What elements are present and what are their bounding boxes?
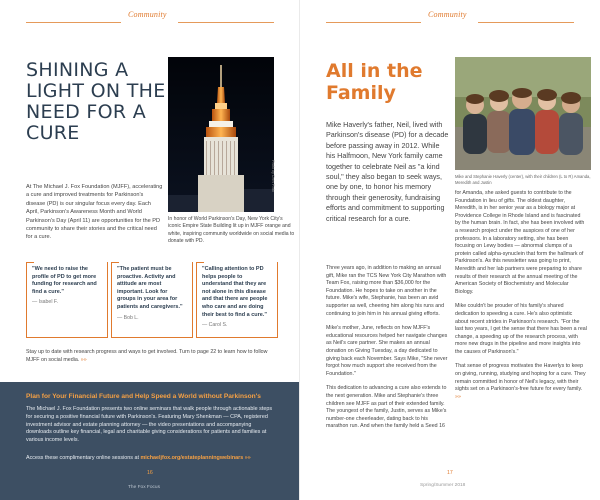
social-media-cta xyxy=(26,349,282,364)
footer-issue: Spring/Summer 2018 xyxy=(420,483,466,488)
more-arrow-icon[interactable]: »» xyxy=(244,455,251,461)
article-column-1 xyxy=(326,265,450,438)
paragraph: Mike couldn't be prouder of his family's shared dedication to speeding a cure. He's also optimistic about recent strides in Parkinson's research. "For the last two years, I get the sense that there has been a real change, a speeding up of the research process, with more new drugs in the pipeline and more insights into the causes of Parkinson's." xyxy=(455,303,587,355)
section-label: Community xyxy=(428,10,467,19)
article-title: SHINING A LIGHT ON THE NEED FOR A CURE xyxy=(26,59,166,144)
empire-state-building-photo xyxy=(168,57,274,212)
article-lead: Mike Haverly's father, Neil, lived with Parkinson's disease (PD) for a decade before passing away in 2012. While his Halfmoon, New York family came together to celebrate Neil as "a kind soul," they also began to seek ways, one by one, to honor his memory through their generosity, fundraising efforts and commitment to supporting critical research for a cure. xyxy=(326,120,449,223)
empire-state-building-illustration xyxy=(168,57,274,212)
photo-caption: In honor of World Parkinson's Day, New York City's iconic Empire State Building lit up in MJFF orange and white, inspiring community worldwide on social media to donate with PD. xyxy=(168,216,295,245)
quote-attribution: — Isabel F. xyxy=(32,299,58,306)
family-photo-illustration xyxy=(455,57,591,170)
paragraph xyxy=(455,363,587,401)
quote-text: "Calling attention to PD helps people to understand that they are not alone in this disease and that there are people who care and are doing their best to find a cure." xyxy=(202,266,268,318)
webinar-title: Plan for Your Financial Future and Help Speed a World without Parkinson's xyxy=(26,393,261,400)
webinar-link[interactable]: michaeljfox.org/estateplanningwebinars xyxy=(140,455,244,461)
cta-text: Stay up to date with research progress and ways to get involved. Turn to page 22 to learn how to follow MJFF on social media. xyxy=(26,349,268,363)
paragraph: Mike's mother, June, reflects on how MJFF's educational resources helped her navigate changes as Neil's care partner. She makes an annual donation on Giving Tuesday, a day dedicated to giving back each November. Says Mike, "She never forgot how much support she received from the Foundation." xyxy=(326,325,448,377)
family-photo xyxy=(455,57,591,170)
page-number: 16 xyxy=(147,470,153,476)
section-label: Community xyxy=(128,10,167,19)
webinar-access-prefix: Access these complimentary online sessions at xyxy=(26,455,139,461)
quote-attribution: — Bob L. xyxy=(117,314,139,321)
article-column-2 xyxy=(455,190,587,408)
quote-text: "We need to raise the profile of PD to get more funding for research and find a cure." xyxy=(32,266,97,295)
webinar-access xyxy=(26,455,286,461)
webinar-panel xyxy=(0,382,300,500)
section-rule-left xyxy=(26,22,121,23)
article-intro: At The Michael J. Fox Foundation (MJFF), accelerating a cure and improved treatments for Parkinson's disease (PD) is our singular focus every day. Each April, Parkinson's Awareness Month and World Parkinson's Day (April 11) are opportunities for the PD community to share their stories and the critical need for a cure. xyxy=(26,184,163,241)
paragraph-text: That sense of progress motivates the Haverlys to keep on giving, running, studying and hoping for a cure. They remain committed in honor of Neil's legacy, with their sights set on a Parkinson's-free future for every family. xyxy=(455,363,586,393)
right-page xyxy=(300,0,600,500)
family-photo-caption: Mike and Stephanie Haverly (center), with their children (L to R) Amanda, Meredith and Justin xyxy=(455,174,591,185)
quote-row xyxy=(26,262,278,338)
paragraph: This dedication to advancing a cure also extends to the next generation. Mike and Stephanie's three children see MJFF as part of their extended family. The youngest of the family, Justin, serves as Mike's number-one cheerleader, dating back to his marathon run. And when the family held a Seed 16 xyxy=(326,385,447,430)
paragraph: Three years ago, in addition to making an annual gift, Mike ran the TCS New York City Marathon with Team Fox, raising more than $36,000 for the Foundation. He hopes to take on another in the future. Mike's wife, Stephanie, has been an avid supporter as well, cheering him along his runs and continuing to join him in his annual giving efforts. xyxy=(326,265,447,317)
section-rule-right xyxy=(478,22,574,23)
more-arrow-icon[interactable]: »» xyxy=(80,356,87,363)
section-rule-left xyxy=(326,22,421,23)
webinar-body: The Michael J. Fox Foundation presents two online seminars that walk people through actionable steps for securing a positive financial future with Parkinson's. Featuring Mary Shenkman — CPA, registered investment advisor and estate planning attorney — the video presentations and accompanying downloads outline key financial, legal and charitable giving considerations for patients and families at various income levels. xyxy=(26,406,273,444)
quote-card xyxy=(196,262,278,338)
photo-credit: Photo by Chris Pinto xyxy=(271,160,275,192)
article-title: All in the Family xyxy=(326,60,423,104)
footer-publication: The Fox Focus xyxy=(128,485,160,490)
quote-text: "The patient must be proactive. Activity and attitude are most important. Look for groups in your area for patients and caregivers." xyxy=(117,266,183,310)
quote-attribution: — Carol S. xyxy=(202,322,228,329)
paragraph: for Amanda, she asked guests to contribute to the Foundation in lieu of gifts. The oldest daughter, Meredith, is in her senior year as a biology major at Providence College in Rhode Island and is fascinated by the human brain. In fact, she has been involved with a research project under the auspices of one of her professors. In a laboratory setting, she has been focusing on Lewy bodies — abnormal clumps of a protein called alpha-synuclein that form the hallmark of Parkinson's. As this newsletter was going to print, Meredith and her lab partners were preparing to share results of their research at the annual meeting of the American Society of Biochemistry and Molecular Biology. xyxy=(455,190,585,295)
section-rule-right xyxy=(178,22,274,23)
more-arrow-icon[interactable]: »» xyxy=(455,393,461,400)
page-number: 17 xyxy=(447,470,453,476)
quote-card xyxy=(111,262,193,338)
quote-card xyxy=(26,262,108,338)
